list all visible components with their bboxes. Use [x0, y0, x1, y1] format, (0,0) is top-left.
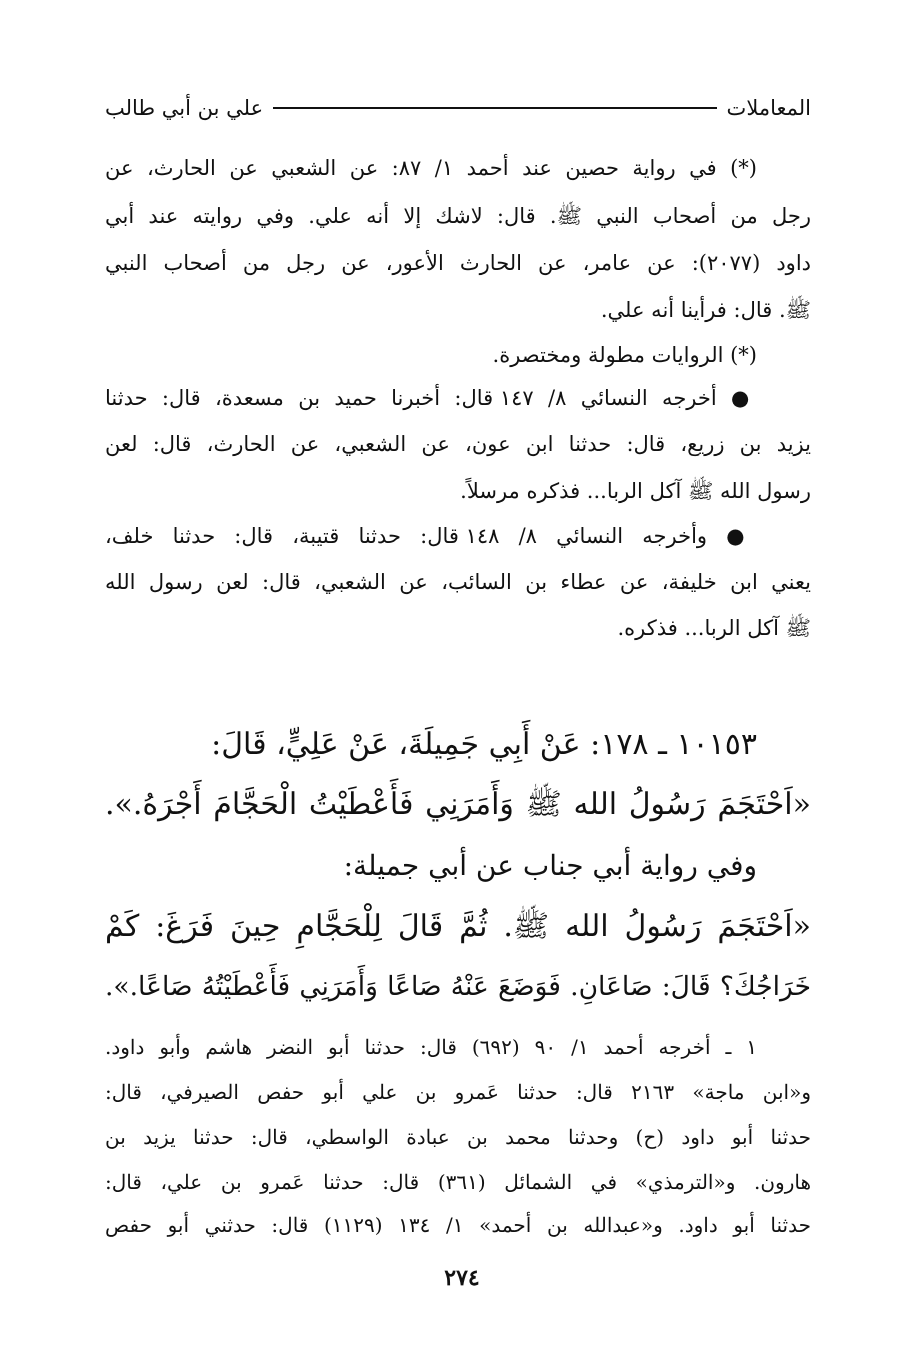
header-section-title: علي بن أبي طالب [105, 96, 264, 120]
hadith-text-line: «اَحْتَجَمَ رَسُولُ الله ﷺ وَأَمَرَنِي فَأَعْطَيْتُ الْحَجَّامَ أَجْرَهُ.». [105, 787, 811, 822]
footnote-line: يعني ابن خليفة، عن عطاء بن السائب، عن الشعبي، قال: لعن رسول الله [105, 570, 811, 594]
footnote-line: داود (٢٠٧٧): عن عامر، عن الحارث الأعور، عن رجل من أصحاب النبي [105, 251, 811, 275]
footnote-line: (*) الروايات مطولة ومختصرة. [492, 343, 757, 367]
reference-line: ١ ـ أخرجه أحمد ١/ ٩٠ (٦٩٢) قال: حدثنا أبو النضر هاشم وأبو داود. [105, 1035, 757, 1059]
running-header [105, 92, 811, 124]
header-rule [273, 107, 716, 109]
header-chapter-title: المعاملات [726, 96, 811, 120]
hadith-text-line: «اَحْتَجَمَ رَسُولُ الله ﷺ. ثُمَّ قَالَ لِلْحَجَّامِ حِينَ فَرَغَ: كَمْ [105, 909, 811, 944]
page-number: ٢٧٤ [444, 1265, 480, 1291]
footnote-line: ﷺ. قال: فرأينا أنه علي. [600, 298, 811, 322]
reference-line: حدثنا أبو داود (ح) وحدثنا محمد بن عبادة الواسطي، قال: حدثنا يزيد بن [105, 1125, 811, 1149]
footnote-line: ﷺ آكل الربا... فذكره. [617, 616, 811, 640]
hadith-narration-intro: وفي رواية أبي جناب عن أبي جميلة: [343, 849, 757, 882]
footnote-line: ● وأخرجه النسائي ٨/ ١٤٨ قال: حدثنا قتيبة، قال: حدثنا خلف، [105, 524, 757, 548]
reference-line: و«ابن ماجة» ٢١٦٣ قال: حدثنا عَمرو بن علي أبو حفص الصيرفي، قال: [105, 1080, 811, 1104]
footnote-line: رسول الله ﷺ آكل الربا... فذكره مرسلاً. [460, 479, 811, 503]
footnote-line: ● أخرجه النسائي ٨/ ١٤٧ قال: أخبرنا حميد بن مسعدة، قال: حدثنا [105, 386, 757, 410]
reference-line: حدثنا أبو داود. و«عبدالله بن أحمد» ١/ ١٣٤ (١١٢٩) قال: حدثني أبو حفص [105, 1213, 811, 1237]
footnote-line: يزيد بن زريع، قال: حدثنا ابن عون، عن الشعبي، عن الحارث، قال: لعن [105, 432, 811, 456]
footnote-line: (*) في رواية حصين عند أحمد ١/ ٨٧: عن الشعبي عن الحارث، عن [105, 156, 757, 180]
hadith-heading: ١٠١٥٣ ـ ١٧٨: عَنْ أَبِي جَمِيلَةَ، عَنْ عَلِيٍّ، قَالَ: [211, 727, 757, 762]
footnote-line: رجل من أصحاب النبي ﷺ. قال: لاشك إلا أنه علي. وفي روايته عند أبي [105, 204, 811, 228]
reference-line: هارون. و«الترمذي» في الشمائل (٣٦١) قال: حدثنا عَمرو بن علي، قال: [105, 1170, 811, 1194]
hadith-text-line: خَرَاجُكَ؟ قَالَ: صَاعَانِ. فَوَضَعَ عَنْهُ صَاعًا وَأَمَرَنِي فَأَعْطَيْتُهُ صَاعًا.». [105, 971, 811, 1002]
